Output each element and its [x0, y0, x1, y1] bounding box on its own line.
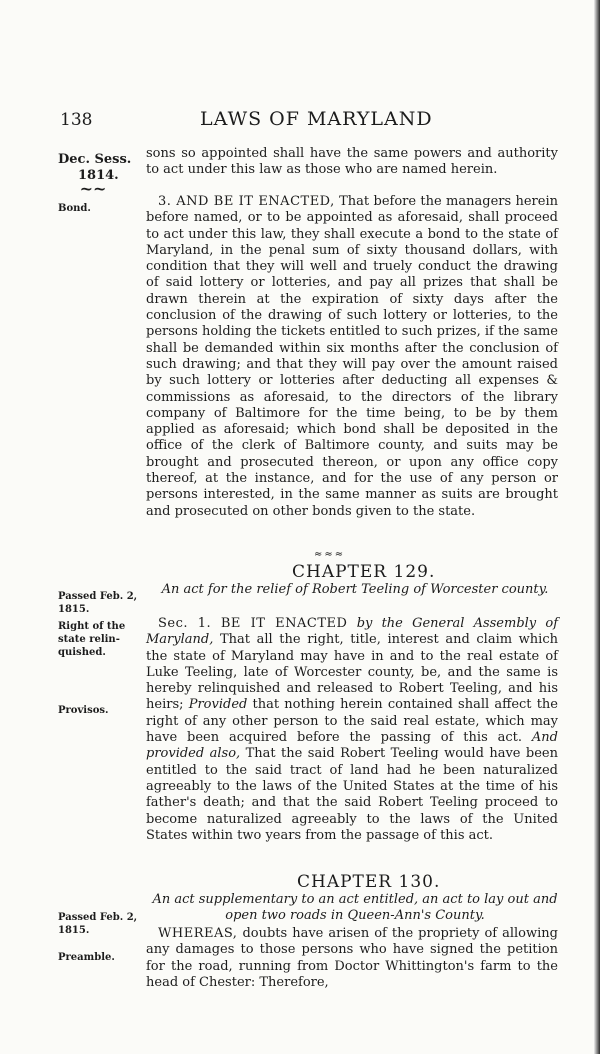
margin-right-relinquished [58, 620, 150, 659]
chapter-129-body [146, 616, 558, 844]
note-line: state relin- [58, 634, 120, 645]
section-text: That before the managers herein before named, or to be appointed as aforesaid, shall proceed to act under this law, they shall execute a bond to the state of Maryland, in the penal sum of sixty thousand dollars, with condition that they will well and truely conduct the drawing of said lottery or lotteries, and pay all prizes that shall be drawn therein at the expiration of sixty days after the conclusion of the drawing of such lottery or lotteries, to the persons holding the tickets entitled to such prizes, if the same shall be demanded within six months after the conclusion of such drawing; and that they will pay over the amount raised by such lottery or lotteries after deducting all expenses & commissions as aforesaid, to the directors of the library company of Baltimore for the time being, to be by them applied as aforesaid; which bond shall be deposited in the office of the clerk of Baltimore county, and suits may be brought and prosecuted thereon, or upon any office copy thereof, at the instance, and for the use of any person or persons interested, in the same manner as suits are brought and prosecuted on other bonds given to the state. [146, 194, 558, 519]
margin-passed-130 [58, 911, 150, 937]
passed-year: 1815. [58, 925, 90, 936]
preamble-text: doubts have arisen of the propriety of allowing any damages to those persons who have signed the petition for the road, running from Doctor Whittington's farm to the head of Chester: Therefore, [146, 926, 558, 990]
passed-date: Passed Feb. 2, [58, 591, 138, 602]
margin-preamble: Preamble. [58, 952, 115, 963]
page-edge-shadow [594, 0, 600, 1054]
session-label: Dec. Sess. [58, 152, 132, 167]
chapter-129-heading: CHAPTER 129. [292, 562, 436, 582]
note-line: quished. [58, 647, 106, 658]
margin-passed-129 [58, 590, 150, 616]
flourish: ~~ [79, 179, 107, 198]
proviso-also-text: That the said Robert Teeling would have been entitled to the said tract of land had he been naturalized agreeably to the laws of the United States at the time of his father's death; and that the said Robert Teeling proceed to become naturalized agreeably to the laws of the United States within two years from the passage of this act. [146, 746, 558, 843]
page-number: 138 [60, 110, 93, 130]
paragraph: sons so appointed shall have the same powers and authority to act under this law as those who are named herein. [146, 146, 558, 178]
margin-provisos: Provisos. [58, 705, 109, 716]
chapter-130-title: An act supplementary to an act entitled, an act to lay out and open two roads in Queen-Ann's County. [152, 892, 558, 923]
section-3 [146, 194, 558, 520]
margin-session [58, 152, 150, 198]
passed-year: 1815. [58, 604, 90, 615]
section-label: 3. AND BE IT ENACTED, [158, 194, 335, 209]
running-header [60, 108, 560, 134]
passed-date: Passed Feb. 2, [58, 912, 138, 923]
proviso-also-label: And provided also, [146, 730, 558, 762]
margin-bond: Bond. [58, 203, 91, 214]
session-year: 1814. [78, 168, 119, 183]
whereas-label: WHEREAS, [158, 926, 238, 941]
section-2-tail [146, 146, 558, 179]
chapter-130-body [146, 926, 558, 991]
chapter-130-heading: CHAPTER 130. [297, 872, 441, 892]
note-line: Right of the [58, 621, 126, 632]
running-title: LAWS OF MARYLAND [200, 108, 433, 130]
proviso-text: that nothing herein contained shall affect the right of any other person to the said real estate, which may have been acquired before the passing of this act. [146, 697, 558, 746]
proviso-label: Provided [188, 697, 248, 713]
section-label: Sec. 1. BE IT ENACTED [158, 616, 348, 631]
enacting-clause: by the General Assembly of Maryland, [146, 616, 559, 648]
ornament-divider: ≈≈≈ [314, 549, 346, 560]
chapter-129-title: An act for the relief of Robert Teeling of Worcester county. [161, 582, 549, 597]
section-text: That all the right, title, interest and claim which the state of Maryland may have in and to the real estate of Luke Teeling, late of Worcester county, be, and the same is hereby relinquished and released to Robert Teeling, and his heirs; [146, 632, 558, 713]
